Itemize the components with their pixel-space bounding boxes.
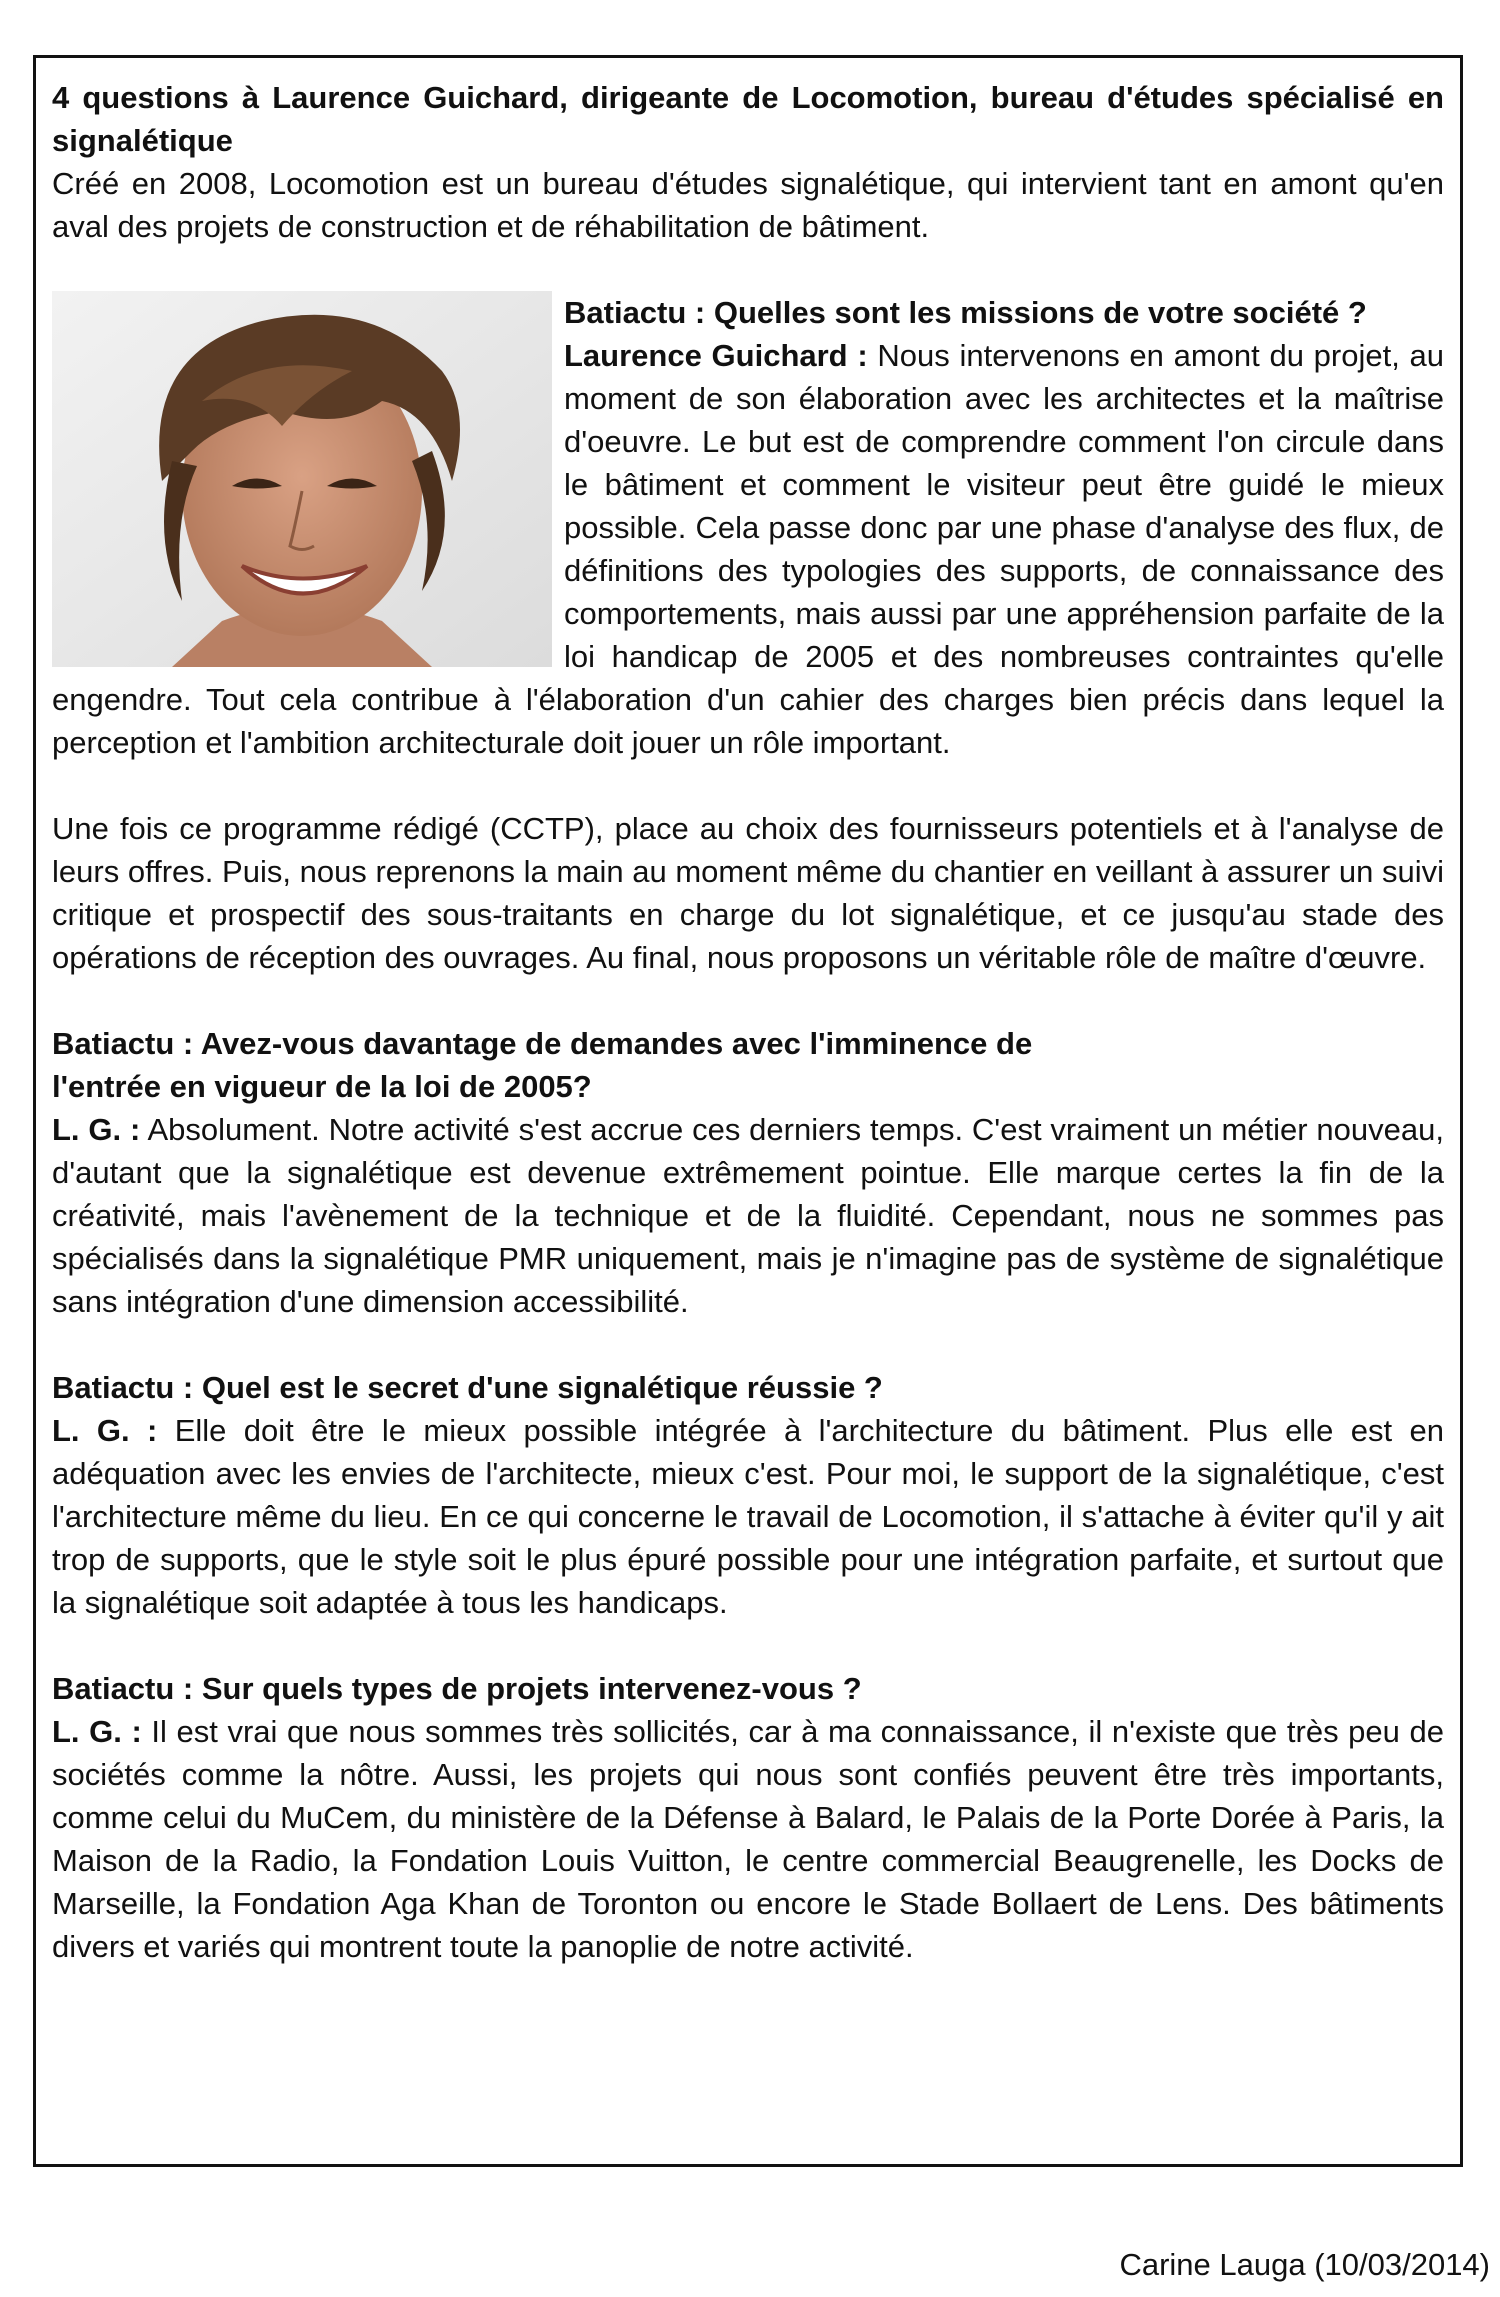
speaker-1: Laurence Guichard : — [564, 338, 868, 373]
question-3: Batiactu : Quel est le secret d'une signalétique réussie ? — [52, 1370, 883, 1405]
portrait-photo — [52, 291, 552, 667]
qa-2 — [52, 1022, 1444, 1323]
article-box — [33, 55, 1463, 2167]
answer-2-text: Absolument. Notre activité s'est accrue ces derniers temps. C'est vraiment un métier nouveau, d'autant que la signalétique est devenue extrêmement pointue. Elle marque certes la fin de la créativité, mais l'avènement de la technique et de la fluidité. Cependant, nous ne sommes pas spécialisés dans la signalétique PMR uniquement, mais je n'imagine pas de système de signalétique sans intégration d'une dimension accessibilité. — [52, 1112, 1444, 1319]
question-1: Batiactu : Quelles sont les missions de votre société ? — [564, 295, 1367, 330]
answer-4 — [52, 1710, 1444, 1968]
qa-3 — [52, 1366, 1444, 1624]
speaker-2: L. G. : — [52, 1112, 141, 1147]
qa-4 — [52, 1667, 1444, 1968]
answer-3-text: Elle doit être le mieux possible intégrée à l'architecture du bâtiment. Plus elle est en adéquation avec les envies de l'architecte, mieux c'est. Pour moi, le support de la signalétique, c'est l'architecture même du lieu. En ce qui concerne le travail de Locomotion, il s'attache à éviter qu'il y ait trop de supports, que le style soit le plus épuré possible pour une intégration parfaite, et surtout que la signalétique soit adaptée à tous les handicaps. — [52, 1413, 1444, 1620]
question-2-line-2: l'entrée en vigueur de la loi de 2005? — [52, 1069, 592, 1104]
qa-1 — [52, 291, 1444, 979]
answer-3 — [52, 1409, 1444, 1624]
speaker-4: L. G. : — [52, 1714, 142, 1749]
question-2-line-1: Batiactu : Avez-vous davantage de demandes avec l'imminence de — [52, 1026, 1033, 1061]
answer-4-text: Il est vrai que nous sommes très sollicités, car à ma connaissance, il n'existe que très peu de sociétés comme la nôtre. Aussi, les projets qui nous sont confiés peuvent être très importants, comme celui du MuCem, du ministère de la Défense à Balard, le Palais de la Porte Dorée à Paris, la Maison de la Radio, la Fondation Louis Vuitton, le centre commercial Beaugrenelle, les Docks de Marseille, la Fondation Aga Khan de Toronton ou encore le Stade Bollaert de Lens. Des bâtiments divers et variés qui montrent toute la panoplie de notre activité. — [52, 1714, 1444, 1964]
question-4: Batiactu : Sur quels types de projets intervenez-vous ? — [52, 1671, 862, 1706]
portrait-illustration — [52, 291, 552, 667]
question-2 — [52, 1022, 1444, 1108]
author-signature: Carine Lauga (10/03/2014) — [1119, 2247, 1490, 2282]
article-title: 4 questions à Laurence Guichard, dirigeante de Locomotion, bureau d'études spécialisé en signalétique — [52, 80, 1444, 158]
speaker-3: L. G. : — [52, 1413, 158, 1448]
answer-1-continued: Une fois ce programme rédigé (CCTP), place au choix des fournisseurs potentiels et à l'analyse de leurs offres. Puis, nous reprenons la main au moment même du chantier en veillant à assurer un suivi critique et prospectif des sous-traitants en charge du lot signalétique, et ce jusqu'au stade des opérations de réception des ouvrages. Au final, nous proposons un véritable rôle de maître d'œuvre. — [52, 811, 1444, 975]
answer-1-text: Nous intervenons en amont du projet, au moment de son élaboration avec les architectes et la maîtrise d'oeuvre. Le but est de comprendre comment l'on circule dans le bâtiment et comment le visiteur peut être guidé le mieux possible. Cela passe donc par une phase d'analyse des flux, de définitions des typologies des supports, de connaissance des comportements, mais aussi par une appréhension parfaite de la loi handicap de 2005 et des nombreuses contraintes qu'elle engendre. Tout cela contribue à l'élaboration d'un cahier des charges bien précis dans lequel la perception et l'ambition architecturale doit jouer un rôle important. — [52, 338, 1445, 760]
answer-2 — [52, 1108, 1444, 1323]
article-intro: Créé en 2008, Locomotion est un bureau d'études signalétique, qui intervient tant en amont qu'en aval des projets de construction et de réhabilitation de bâtiment. — [52, 166, 1444, 244]
